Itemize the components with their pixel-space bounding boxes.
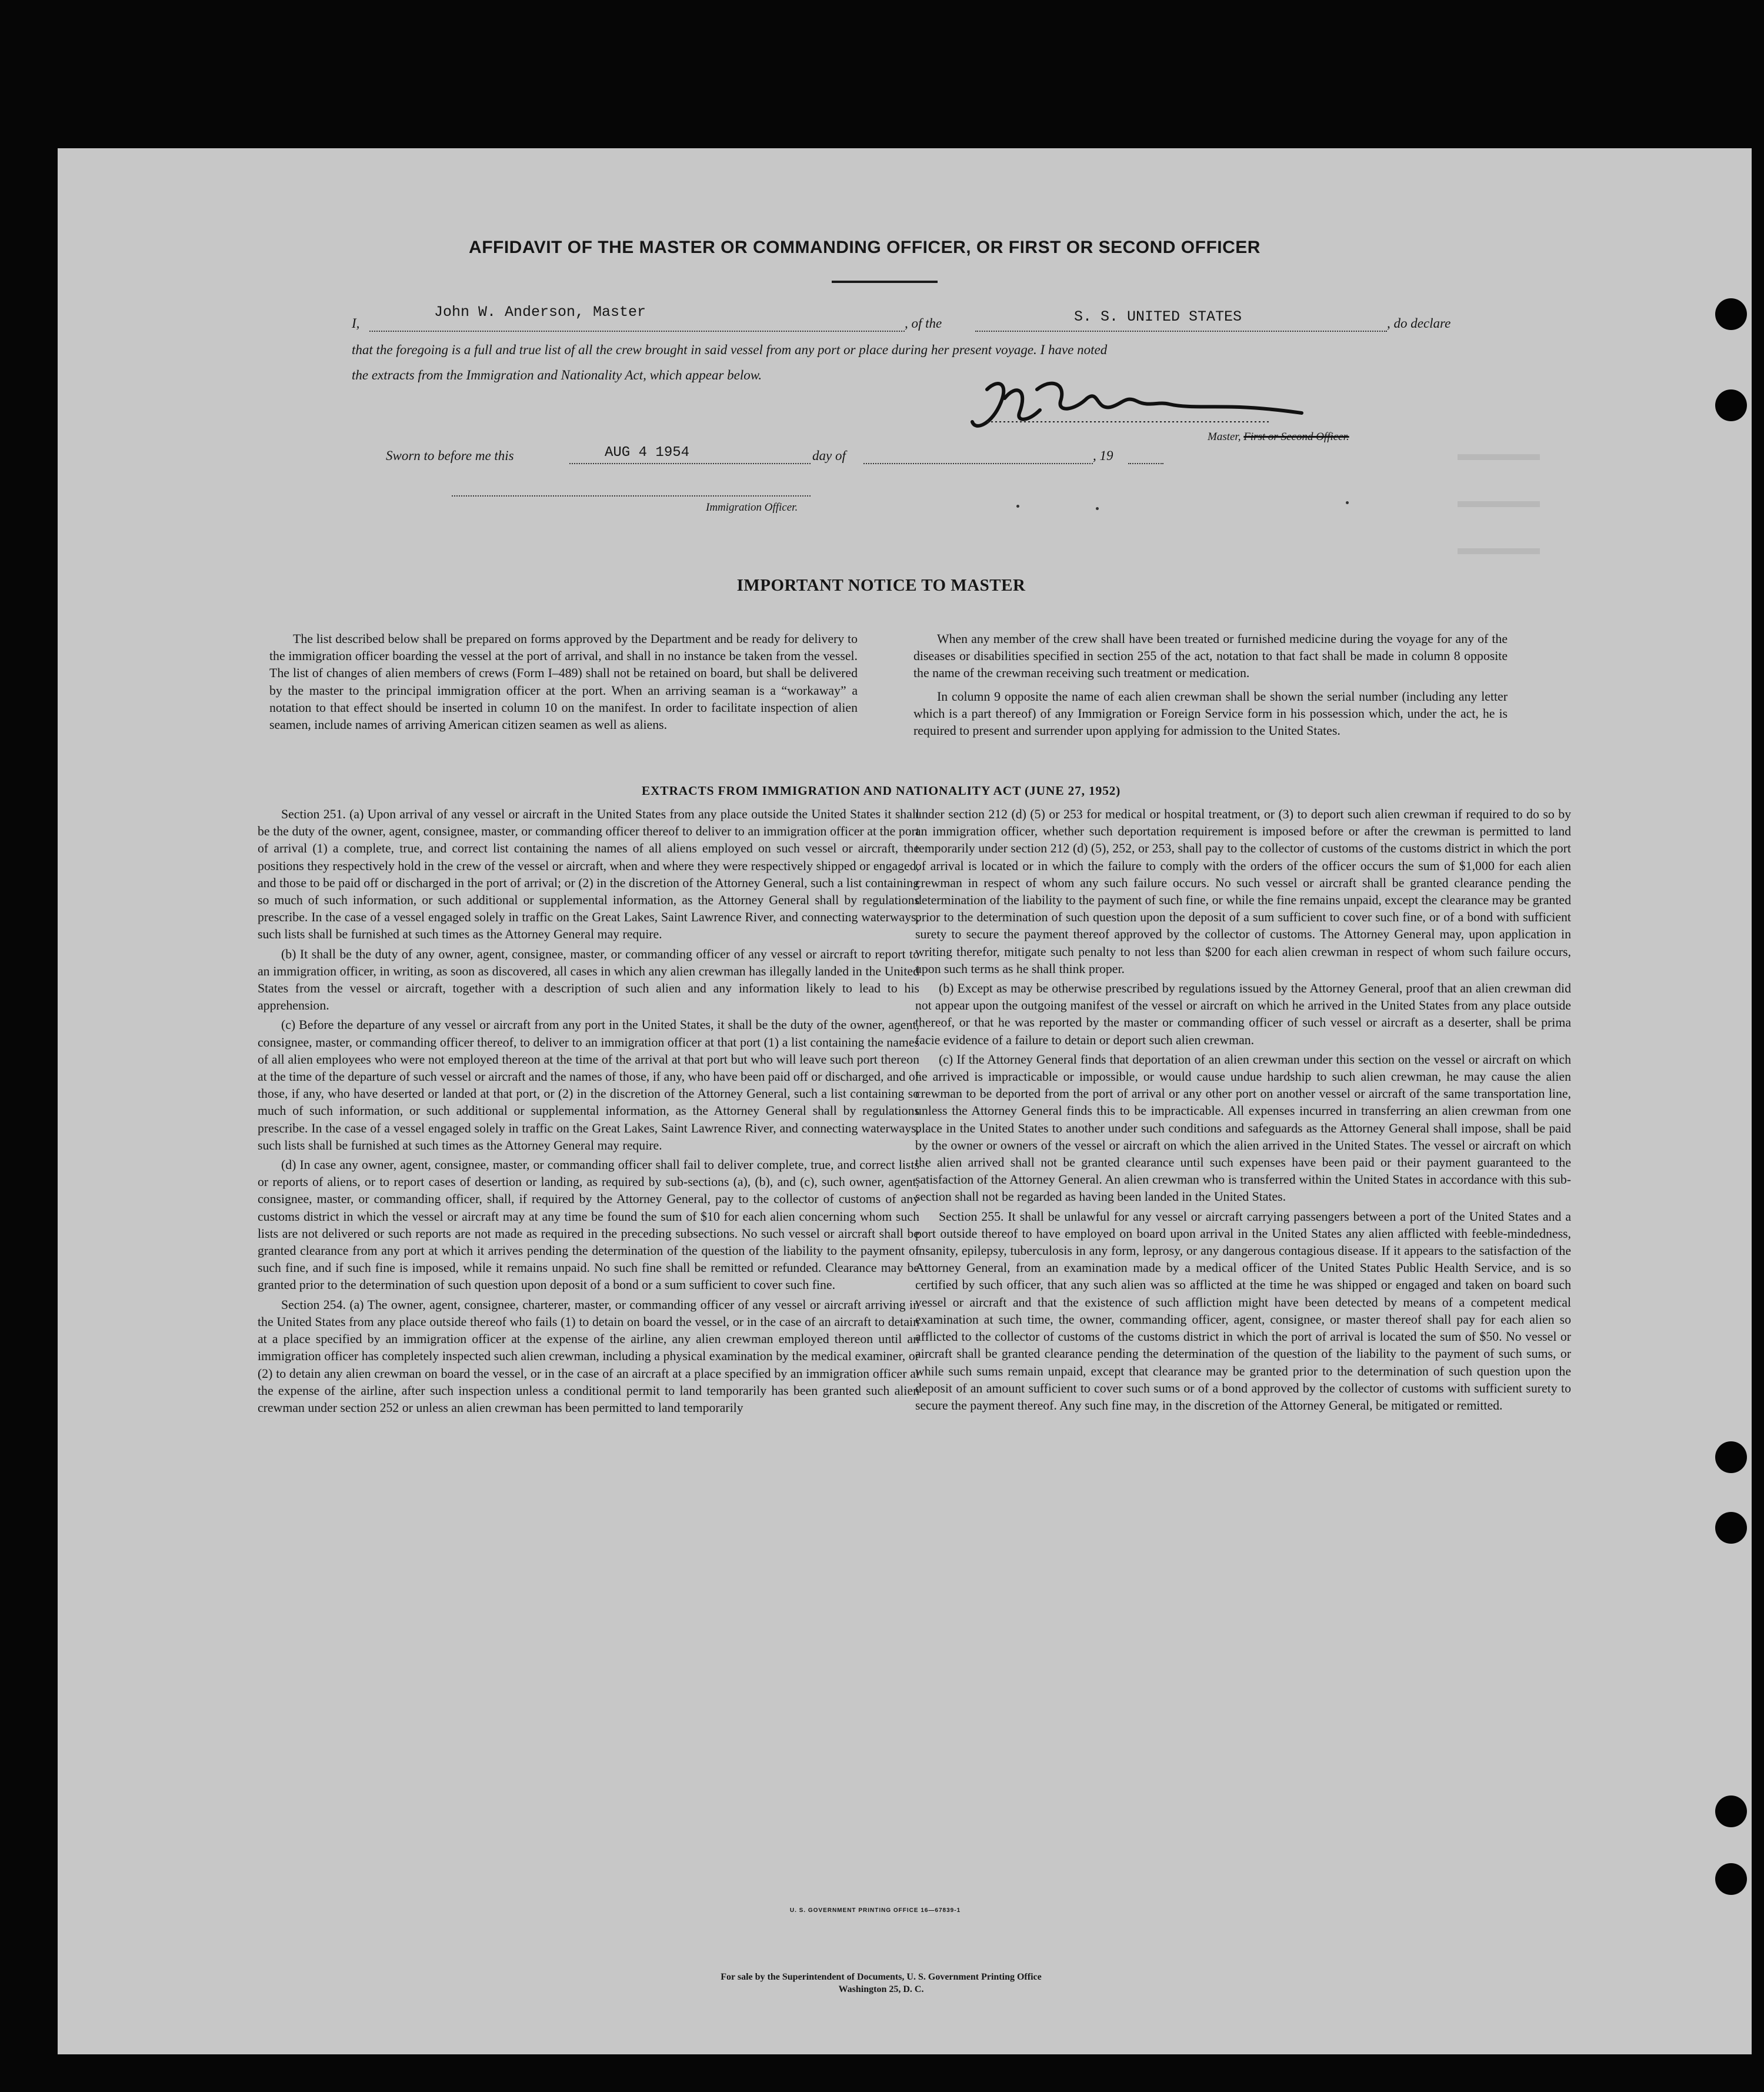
punch-hole bbox=[1715, 1795, 1747, 1827]
immigration-officer-line bbox=[452, 495, 811, 497]
immigration-officer-label: Immigration Officer. bbox=[706, 501, 798, 514]
notice-right-column bbox=[913, 631, 1508, 742]
notice-paragraph: The list described below shall be prepared on forms approved by the Department and be ready for delivery to the immigration officer boarding the vessel at the port of arrival, and shall in no instance be taken from the vessel. The list of changes of alien members of crews (Form I–489) shall not be retained on board, but shall be delivered by the master to the principal immigration officer at the port. When an arriving seaman is a “workaway” a notation to that effect should be inserted in column 10 on the manifest. In order to facilitate inspection of alien seamen, include names of arriving American citizen seamen as well as aliens. bbox=[269, 632, 858, 732]
do-declare-label: , do declare bbox=[1387, 316, 1451, 331]
bleed-through-mark bbox=[1458, 548, 1540, 554]
for-sale-line-1: For sale by the Superintendent of Documents, U. S. Government Printing Office bbox=[721, 1972, 1042, 1982]
extracts-title: EXTRACTS FROM IMMIGRATION AND NATIONALITY ACT (JUNE 27, 1952) bbox=[641, 784, 1121, 798]
section-255: Section 255. It shall be unlawful for any vessel or aircraft carrying passengers between a port of the United States and a port outside thereof to have employed on board upon arrival in the United States any alien afflicted with feeble-mindedness, insanity, epilepsy, tuberculosis in any form, leprosy, or any dangerous contagious disease. If it appears to the satisfaction of the Attorney General, from an examination made by a medical officer of the United States Public Health Service, and is so certified by such officer, that any such alien was so afflicted at the time he was shipped or engaged and taken on board such vessel or aircraft and that the existence of such affliction might have been detected by means of a competent medical examination at such time, the owner, commanding officer, agent, consignee, or master thereof shall pay for each alien so afflicted to the collector of customs of the customs district in which the port of arrival is located the sum of $50. No vessel or aircraft shall be granted clearance pending the determination of the question of the liability to the payment of such sums, or while such sums remain unpaid, except that clearance may be granted prior to the determination of such question upon the deposit of an amount sufficient to cover such sums or of a bond approved by the collector of customs with sufficient surety to secure the payment thereof. Any such fine may, in the discretion of the Attorney General, be mitigated or remitted. bbox=[915, 1209, 1571, 1413]
section-254-a: Section 254. (a) The owner, agent, consignee, charterer, master, or commanding officer of any vessel or aircraft arriving in the United States from any place outside thereof who fails (1) to detain on board the vessel, or in the case of an aircraft to detain at a place specified by an immigration officer at the expense of the airline, any alien crewman employed thereon until an immigration officer has completely inspected such alien crewman, including a physical examination by the medical examiner, or (2) to detain any alien crewman on board the vessel, or in the case of an aircraft at a place specified by an immigration officer at the expense of the airline, after such inspection unless a conditional permit to land temporarily has been granted such alien crewman under section 252 or unless an alien crewman has been permitted to land temporarily bbox=[258, 1297, 919, 1415]
struck-officer-label: First or Second Officer. bbox=[1243, 431, 1349, 443]
affidavit-title: AFFIDAVIT OF THE MASTER OR COMMANDING OFFICER, OR FIRST OR SECOND OFFICER bbox=[469, 238, 1261, 257]
punch-hole bbox=[1715, 1441, 1747, 1473]
bleed-through-mark bbox=[1458, 501, 1540, 507]
year-line bbox=[1128, 463, 1163, 464]
section-254-b: (b) Except as may be otherwise prescribed by regulations issued by the Attorney General, proof that an alien crewman did not appear upon the outgoing manifest of the vessel or aircraft on which he arrived in the United States from any place outside thereof, or that he was reported by the master or commanding officer of such vessel or aircraft as a deserter, shall be prima facie evidence of a failure to detain or deport such alien crewman. bbox=[915, 981, 1571, 1047]
for-sale-line-2: Washington 25, D. C. bbox=[838, 1984, 924, 1994]
punch-hole bbox=[1715, 298, 1747, 330]
declaration-line-3: the extracts from the Immigration and Nationality Act, which appear below. bbox=[352, 368, 762, 382]
section-251-b: (b) It shall be the duty of any owner, agent, consignee, master, or commanding officer of any vessel or aircraft to report to an immigration officer, in writing, as soon as discovered, all cases in which any alien crewman has illegally landed in the United States from the vessel or aircraft, together with a description of such alien and any information likely to lead to his apprehension. bbox=[258, 947, 919, 1013]
punch-hole bbox=[1715, 1512, 1747, 1544]
notice-paragraph: When any member of the crew shall have been treated or furnished medicine during the voyage for any of the diseases or disabilities specified in section 255 of the act, notation to that fact shall be made in column 8 opposite the name of the crewman receiving such treatment or medication. bbox=[913, 632, 1508, 681]
name-blank-line bbox=[369, 331, 905, 332]
master-label: Master, bbox=[1208, 431, 1241, 443]
vessel-blank-line bbox=[975, 331, 1387, 332]
section-251-a: Section 251. (a) Upon arrival of any vessel or aircraft in the United States from any place outside the United States it shall be the duty of the owner, agent, consignee, master, or commanding officer thereof to deliver to an immigration officer at the port of arrival (1) a complete, true, and correct list containing the names of all aliens employed on such vessel or aircraft, the positions they respectively hold in the crew of the vessel or aircraft, when and where they were respectively shipped or engaged, and those to be paid off or discharged in the port of arrival; or (2) in the discretion of the Attorney General, such a list containing so much of such information, or such additional or supplemental information, as the Attorney General shall by regulations prescribe. In the case of a vessel engaged solely in traffic on the Great Lakes, Saint Lawrence River, and connecting waterways, such lists shall be furnished at such times as the Attorney General may require. bbox=[258, 807, 919, 942]
section-251-d: (d) In case any owner, agent, consignee, master, or commanding officer shall fail to deliver complete, true, and correct lists or reports of aliens, or to report cases of desertion or landing, as required by sub-sections (a), (b), and (c), such owner, agent, consignee, master, or commanding officer, shall, if required by the Attorney General, pay to the collector of customs of any customs district in which the vessel or aircraft may at any time be found the sum of $10 for each alien concerning whom such lists are not delivered or such reports are not made as required in the preceding subsections. No such vessel or aircraft shall be granted clearance from any port at which it arrives pending the determination of the question of the liability to the payment of such fine, and if such fine is imposed, while it remains unpaid. No such fine shall be remitted or refunded. Clearance may be granted prior to the determination of such question upon deposit of a bond or a sum sufficient to cover such fine. bbox=[258, 1158, 919, 1292]
sworn-date-stamp: AUG 4 1954 bbox=[605, 445, 690, 461]
for-sale-notice bbox=[646, 1971, 1116, 1996]
i-label: I, bbox=[352, 316, 360, 331]
title-divider bbox=[832, 281, 938, 283]
day-of-label: day of bbox=[812, 448, 846, 463]
month-line bbox=[863, 463, 1093, 464]
section-254-c: (c) If the Attorney General finds that deportation of an alien crewman under this section on the vessel or aircraft on which he arrived is impracticable or impossible, or would cause undue hardship to such alien crewman, he may cause the alien crewman to be deported from the port of arrival or any other port on another vessel or aircraft of the same transportation line, unless the Attorney General finds this to be impracticable. All expenses incurred in transferring an alien crewman from one place in the United States to another under such conditions and safeguards as the Attorney General shall impose, shall be paid by the owner or owners of the vessel or aircraft on which the alien arrived in the United States. The vessel or aircraft on which the alien arrived shall not be granted clearance until such expenses have been paid or their payment guaranteed to the satisfaction of the Attorney General. An alien crewman who is transferred within the United States in accordance with this sub-section shall not be regarded as having been landed in the United States. bbox=[915, 1052, 1571, 1204]
sworn-label: Sworn to before me this bbox=[386, 448, 514, 463]
officer-name-field: John W. Anderson, Master bbox=[434, 304, 646, 321]
gpo-line: U. S. GOVERNMENT PRINTING OFFICE 16—67839-1 bbox=[789, 1907, 961, 1914]
extracts-right-column bbox=[915, 806, 1571, 1417]
vessel-name-field: S. S. UNITED STATES bbox=[1074, 308, 1242, 325]
punch-hole bbox=[1715, 389, 1747, 421]
notice-left-column bbox=[269, 631, 858, 736]
section-254-a-cont: under section 212 (d) (5) or 253 for medical or hospital treatment, or (3) to deport such alien crewman if required to do so by an immigration officer, whether such deportation requirement is imposed before or after the crewman is permitted to land temporarily under section 212 (d) (5), 252, or 253, shall pay to the collector of customs of the customs district in which the port of arrival is located or in which the failure to comply with the orders of the officer occurs the sum of $1,000 for each alien crewman in respect of whom any such failure occurs. No such vessel or aircraft shall be granted clearance pending the determination of the liability to the payment of such fine, or while the fine remains unpaid, except the clearance may be granted prior to the determination of such question upon the deposit of a sum sufficient to cover such fine, or of a bond with sufficient surety to secure the payment thereof approved by the collector of customs. The Attorney General may, upon application in writing therefor, mitigate such penalty to not less than $200 for each alien crewman in respect of whom such failure occurs, upon such terms as he shall think proper. bbox=[915, 807, 1571, 976]
punch-hole bbox=[1715, 1863, 1747, 1895]
speck bbox=[1096, 507, 1099, 510]
notice-title: IMPORTANT NOTICE TO MASTER bbox=[736, 576, 1026, 595]
section-251-c: (c) Before the departure of any vessel or aircraft from any port in the United States, it shall be the duty of the owner, agent, consignee, master, or commanding officer thereof, to deliver to an immigration officer at that port (1) a list containing the names of all alien employees who were not employed thereon at the time of the arrival at that port but who will leave such port thereon at the time of the departure of such vessel or aircraft and the names of those, if any, who have been paid off or discharged, and of those, if any, who have deserted or landed at that port, or (2) in the discretion of the Attorney General, such a list containing so much of such information, or such additional or supplemental information, as the Attorney General shall by regulations prescribe. In the case of a vessel engaged solely in traffic on the Great Lakes, Saint Lawrence River, and connecting waterways, such lists shall be furnished at such times as the Attorney General may require. bbox=[258, 1018, 919, 1152]
speck bbox=[1016, 505, 1019, 508]
of-the-label: , of the bbox=[905, 316, 942, 331]
master-title-label bbox=[1208, 431, 1349, 444]
year-label: , 19 bbox=[1093, 448, 1113, 463]
document-page bbox=[58, 148, 1752, 2054]
speck bbox=[1346, 501, 1349, 504]
sworn-date-line bbox=[569, 463, 811, 464]
bleed-through-mark bbox=[1458, 454, 1540, 460]
notice-paragraph: In column 9 opposite the name of each alien crewman shall be shown the serial number (including any letter which is a part thereof) of any Immigration or Foreign Service form in his possession which, under the act, he is required to present and surrender upon applying for admission to the United States. bbox=[913, 689, 1508, 738]
extracts-left-column bbox=[258, 806, 919, 1419]
declaration-line-2: that the foregoing is a full and true list of all the crew brought in said vessel from any port or place during her present voyage. I have noted bbox=[352, 342, 1108, 357]
